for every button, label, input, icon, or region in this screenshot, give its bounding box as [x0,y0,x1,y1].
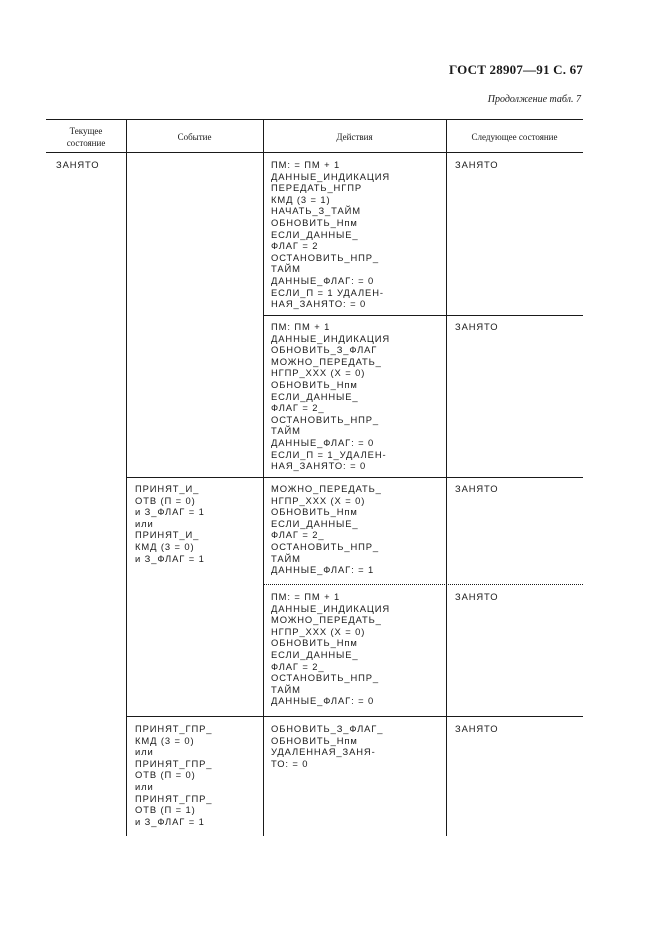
action-line: ЕСЛИ_ДАННЫЕ_ [271,517,359,529]
column-rule [446,119,447,836]
next-state-cell: ЗАНЯТО [455,321,499,332]
action-line: ПМ: = ПМ + 1 [271,591,341,602]
action-line: НАЯ_ЗАНЯТО: = 0 [271,460,367,472]
action-line: ТО: = 0 [271,757,309,769]
action-line: МОЖНО_ПЕРЕДАТЬ_ [271,614,382,626]
action-line: МОЖНО_ПЕРЕДАТЬ_ [271,355,382,367]
action-line: ФЛАГ = 2_ [271,402,325,414]
column-header-event: Событие [177,132,212,142]
row-rule [126,477,583,478]
column-header-current-state [46,125,126,149]
event-line: ОТВ (П = 0) [135,494,196,506]
action-cell [271,483,382,576]
event-cell [135,483,205,564]
action-line: НАЧАТЬ_З_ТАЙМ [271,205,361,217]
action-line: ОБНОВИТЬ_Нпм [271,506,358,518]
action-line: ОСТАНОВИТЬ_НПР_ [271,540,380,552]
action-line: ДАННЫЕ_ФЛАГ: = 1 [271,564,375,576]
action-line: ОСТАНОВИТЬ_НПР_ [271,672,380,684]
column-rule [263,119,264,836]
column-header-actions: Действия [336,132,373,142]
action-line: ФЛАГ = 2_ [271,660,325,672]
document-header-title: ГОСТ 28907—91 С. 67 [449,62,583,77]
action-line: НГПР_ХХХ (Х = 0) [271,367,366,379]
event-line: КМД (3 = 0) [135,540,195,552]
action-line: КМД (3 = 1) [271,193,331,205]
action-line: ТАЙМ [271,552,301,564]
action-line: НГПР_ХХХ (Х = 0) [271,494,366,506]
action-cell [271,321,390,472]
action-line: ДАННЫЕ_ИНДИКАЦИЯ [271,332,391,344]
next-state-cell: ЗАНЯТО [455,483,499,494]
action-line: ОБНОВИТЬ_Нпм [271,378,358,390]
action-line: МОЖНО_ПЕРЕДАТЬ_ [271,483,382,494]
event-line: ПРИНЯТ_ГПР_ [135,757,213,769]
action-line: ЕСЛИ_П = 1 УДАЛЕН- [271,286,384,298]
action-line: ТАЙМ [271,683,301,695]
next-state-cell: ЗАНЯТО [455,723,499,734]
current-state-cell: ЗАНЯТО [56,159,100,170]
event-line: ОТВ (П = 0) [135,769,196,781]
action-line: ЕСЛИ_ДАННЫЕ_ [271,390,359,402]
event-line: ПРИНЯТ_ГПР_ [135,792,213,804]
row-rule [126,716,583,717]
next-state-cell: ЗАНЯТО [455,591,499,602]
column-header-line: состояние [66,138,106,148]
action-line: ФЛАГ = 2_ [271,529,325,541]
action-line: ОСТАНОВИТЬ_НПР_ [271,413,380,425]
event-line: и З_ФЛАГ = 1 [135,506,205,518]
action-line: ДАННЫЕ_ФЛАГ: = 0 [271,695,375,707]
action-line: НГПР_ХХХ (Х = 0) [271,625,366,637]
next-state-cell: ЗАНЯТО [455,159,499,170]
action-line: ДАННЫЕ_ИНДИКАЦИЯ [271,170,391,182]
column-rule [126,119,127,836]
event-line: ПРИНЯТ_И_ [135,483,200,494]
action-line: ОБНОВИТЬ_Нпм [271,734,358,746]
event-line: КМД (3 = 0) [135,734,195,746]
action-cell [271,591,390,707]
action-line: ФЛАГ = 2 [271,240,319,252]
event-line: и З_ФЛАГ = 1 [135,552,205,564]
action-cell [271,723,383,769]
action-line: ДАННЫЕ_ФЛАГ: = 0 [271,274,375,286]
action-line: ТАЙМ [271,425,301,437]
action-line: ОБНОВИТЬ_З_ФЛАГ_ [271,723,384,734]
action-line: ОБНОВИТЬ_Нпм [271,637,358,649]
row-dashed-rule [263,584,583,585]
action-cell [271,159,390,310]
action-line: ЕСЛИ_ДАННЫЕ_ [271,228,359,240]
action-line: ОСТАНОВИТЬ_НПР_ [271,251,380,263]
action-line: ДАННЫЕ_ИНДИКАЦИЯ [271,602,391,614]
event-line: или [135,746,154,758]
action-line: ОБНОВИТЬ_З_ФЛАГ [271,344,378,356]
column-header-next-state: Следующее состояние [471,132,558,142]
table-continuation-caption: Продолжение табл. 7 [487,94,581,105]
event-line: или [135,517,154,529]
action-line: ЕСЛИ_ДАННЫЕ_ [271,648,359,660]
event-line: и З_ФЛАГ = 1 [135,815,205,827]
action-line: ПМ: = ПМ + 1 [271,159,341,170]
event-line: ОТВ (П = 1) [135,804,196,816]
action-line: ДАННЫЕ_ФЛАГ: = 0 [271,436,375,448]
event-line: или [135,780,154,792]
event-line: ПРИНЯТ_ГПР_ [135,723,213,734]
action-line: ПМ: ПМ + 1 [271,321,331,332]
event-cell [135,723,212,827]
action-line: УДАЛЕННАЯ_ЗАНЯ- [271,746,376,758]
event-line: ПРИНЯТ_И_ [135,529,200,541]
action-line: ОБНОВИТЬ_Нпм [271,216,358,228]
action-line: ЕСЛИ_П = 1_УДАЛЕН- [271,448,387,460]
action-line: ТАЙМ [271,263,301,275]
row-rule [263,315,583,316]
action-line: ПЕРЕДАТЬ_НГПР [271,182,362,194]
action-line: НАЯ_ЗАНЯТО: = 0 [271,298,367,310]
column-header-line: Текущее [69,126,103,136]
